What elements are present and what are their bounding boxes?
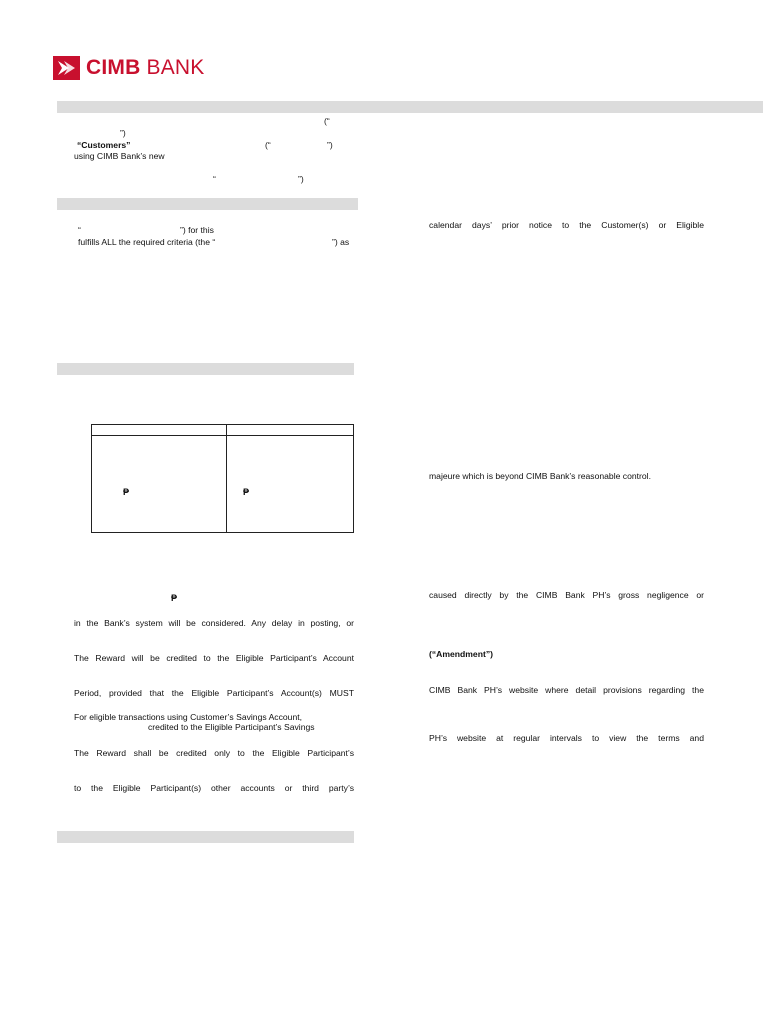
section-header-bar-general [57,831,354,843]
section-header-bar-eligibility [57,198,358,210]
intro-fragment: “ [213,174,216,184]
eligibility-fragment: “ [78,225,81,235]
peso-sign: ₱ [171,593,178,603]
table-cell [227,436,354,533]
peso-sign: ₱ [243,487,250,497]
reward-line: The Reward shall be credited only to the Eligible Participant’s [74,748,354,758]
section-header-bar-intro [57,101,763,113]
intro-fragment: (“ [324,116,330,126]
intro-fragment: ”) [327,140,333,150]
reward-table [91,424,354,533]
table-header-cell [227,425,354,436]
customers-term: “Customers” [77,140,131,150]
reward-line: credited to the Eligible Participant’s Savings [148,722,315,732]
intro-using-line: using CIMB Bank’s new [74,151,165,161]
reward-line: to the Eligible Participant(s) other accounts or third party’s [74,783,354,793]
cimb-logo-icon [53,56,80,80]
reward-line: in the Bank’s system will be considered. Any delay in posting, or [74,618,354,628]
right-column-line: majeure which is beyond CIMB Bank’s reasonable control. [429,471,651,481]
right-column-line: calendar days’ prior notice to the Customer(s) or Eligible [429,220,704,230]
peso-sign: ₱ [123,487,130,497]
reward-line: Period, provided that the Eligible Participant’s Account(s) MUST [74,688,354,698]
intro-fragment: (“ [265,140,271,150]
eligibility-criteria-line: fulfills ALL the required criteria (the “ [78,237,216,247]
table-cell [92,436,227,533]
eligibility-fragment: ”) as [332,237,350,247]
reward-line: For eligible transactions using Customer’s Savings Account, [74,712,303,722]
intro-fragment: ”) [120,128,126,138]
right-column-line: PH’s website at regular intervals to view the terms and [429,733,704,743]
intro-fragment: ”) [298,174,304,184]
eligibility-fragment: ”) for this [180,225,214,235]
section-header-bar-reward [57,363,354,375]
logo-wordmark: CIMB BANK [86,56,205,79]
right-column-line: caused directly by the CIMB Bank PH’s gross negligence or [429,590,704,600]
right-column-line: CIMB Bank PH’s website where detail provisions regarding the [429,685,704,695]
amendment-term: (“Amendment”) [429,649,493,659]
table-header-cell [92,425,227,436]
reward-line: The Reward will be credited to the Eligible Participant’s Account [74,653,354,663]
